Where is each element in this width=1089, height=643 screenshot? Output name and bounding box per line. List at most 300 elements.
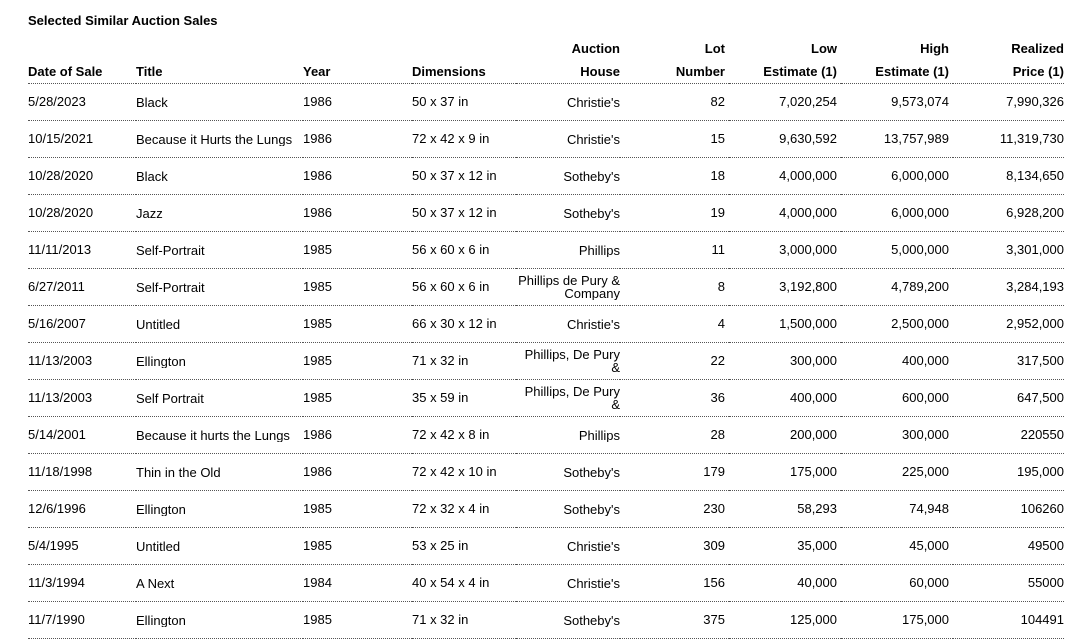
cell-lot-number-text: 22 bbox=[710, 354, 725, 368]
cell-auction-house bbox=[516, 491, 620, 528]
cell-lot-number-text: 19 bbox=[710, 206, 725, 220]
cell-high-estimate bbox=[841, 158, 953, 195]
cell-date-text: 11/7/1990 bbox=[28, 613, 85, 627]
cell-dimensions-text: 53 x 25 in bbox=[412, 539, 469, 553]
cell-auction-house bbox=[516, 343, 620, 380]
cell-lot-number bbox=[620, 491, 729, 528]
cell-auction-house bbox=[516, 417, 620, 454]
cell-title bbox=[136, 343, 303, 380]
cell-lot-number-text: 375 bbox=[703, 613, 725, 627]
cell-realized-price bbox=[953, 343, 1064, 380]
cell-date bbox=[28, 232, 136, 269]
cell-dimensions-text: 66 x 30 x 12 in bbox=[412, 317, 497, 331]
header-high-estimate-line2: Estimate (1) bbox=[875, 64, 949, 79]
cell-dimensions bbox=[412, 84, 516, 121]
cell-high-estimate-text: 60,000 bbox=[909, 576, 949, 590]
cell-high-estimate-text: 175,000 bbox=[902, 613, 949, 627]
cell-high-estimate-text: 600,000 bbox=[902, 391, 949, 405]
cell-dimensions bbox=[412, 158, 516, 195]
cell-high-estimate bbox=[841, 602, 953, 639]
cell-date-text: 12/6/1996 bbox=[28, 502, 86, 516]
cell-low-estimate-text: 58,293 bbox=[797, 502, 837, 516]
cell-realized-price bbox=[953, 232, 1064, 269]
table-row bbox=[28, 269, 1064, 306]
cell-year bbox=[303, 269, 412, 306]
cell-dimensions bbox=[412, 121, 516, 158]
cell-high-estimate bbox=[841, 343, 953, 380]
cell-title-text: A Next bbox=[136, 576, 175, 590]
table-row bbox=[28, 121, 1064, 158]
cell-auction-house bbox=[516, 565, 620, 602]
cell-dimensions bbox=[412, 491, 516, 528]
cell-auction-house-text: Phillips, De Pury & bbox=[524, 348, 620, 374]
cell-high-estimate bbox=[841, 454, 953, 491]
cell-year-text: 1986 bbox=[303, 95, 332, 109]
cell-auction-house-text: Christie's bbox=[566, 317, 620, 331]
cell-year-text: 1985 bbox=[303, 502, 332, 516]
table-row bbox=[28, 491, 1064, 528]
cell-auction-house bbox=[516, 306, 620, 343]
cell-lot-number-text: 28 bbox=[710, 428, 725, 442]
cell-date-text: 6/27/2011 bbox=[28, 280, 85, 294]
cell-title-text: Self-Portrait bbox=[136, 243, 205, 257]
table-header bbox=[28, 37, 1064, 84]
cell-dimensions bbox=[412, 269, 516, 306]
cell-lot-number-text: 11 bbox=[711, 243, 725, 257]
cell-low-estimate-text: 175,000 bbox=[790, 465, 837, 479]
cell-realized-price bbox=[953, 269, 1064, 306]
header-realized-price-line2: Price (1) bbox=[1012, 64, 1064, 79]
table-row bbox=[28, 306, 1064, 343]
cell-title bbox=[136, 380, 303, 417]
cell-title-text: Ellington bbox=[136, 354, 186, 368]
cell-dimensions bbox=[412, 454, 516, 491]
cell-auction-house-text: Phillips bbox=[578, 243, 620, 257]
cell-date-text: 5/28/2023 bbox=[28, 95, 86, 109]
cell-year bbox=[303, 380, 412, 417]
cell-date-text: 11/18/1998 bbox=[28, 465, 93, 479]
cell-lot-number bbox=[620, 306, 729, 343]
cell-dimensions-text: 50 x 37 x 12 in bbox=[412, 169, 497, 183]
cell-title-text: Because it Hurts the Lungs bbox=[136, 132, 293, 146]
cell-low-estimate-text: 9,630,592 bbox=[779, 132, 837, 146]
cell-high-estimate bbox=[841, 121, 953, 158]
cell-low-estimate bbox=[729, 565, 841, 602]
cell-title-text: Black bbox=[136, 169, 168, 183]
header-year: Year bbox=[303, 37, 412, 84]
cell-realized-price-text: 106260 bbox=[1020, 502, 1064, 516]
cell-dimensions bbox=[412, 565, 516, 602]
cell-title bbox=[136, 121, 303, 158]
cell-dimensions-text: 72 x 42 x 10 in bbox=[412, 465, 497, 479]
cell-lot-number-text: 18 bbox=[710, 169, 725, 183]
cell-dimensions-text: 71 x 32 in bbox=[412, 354, 469, 368]
cell-year bbox=[303, 306, 412, 343]
cell-title bbox=[136, 195, 303, 232]
cell-title bbox=[136, 454, 303, 491]
cell-auction-house bbox=[516, 380, 620, 417]
cell-realized-price-text: 647,500 bbox=[1017, 391, 1064, 405]
cell-year-text: 1985 bbox=[303, 613, 332, 627]
cell-dimensions-text: 72 x 42 x 8 in bbox=[412, 428, 490, 442]
cell-low-estimate-text: 7,020,254 bbox=[779, 95, 837, 109]
cell-low-estimate-text: 35,000 bbox=[797, 539, 837, 553]
cell-lot-number bbox=[620, 195, 729, 232]
cell-low-estimate-text: 300,000 bbox=[790, 354, 837, 368]
table-row bbox=[28, 565, 1064, 602]
cell-low-estimate bbox=[729, 232, 841, 269]
table-row bbox=[28, 602, 1064, 639]
cell-title bbox=[136, 232, 303, 269]
cell-realized-price-text: 104491 bbox=[1020, 613, 1064, 627]
table-row bbox=[28, 528, 1064, 565]
table-row bbox=[28, 417, 1064, 454]
cell-auction-house-text: Phillips bbox=[578, 428, 620, 442]
cell-high-estimate-text: 300,000 bbox=[902, 428, 949, 442]
cell-auction-house bbox=[516, 269, 620, 306]
cell-realized-price-text: 7,990,326 bbox=[1006, 95, 1064, 109]
cell-high-estimate-text: 9,573,074 bbox=[891, 95, 949, 109]
header-auction-house-line2: House bbox=[580, 64, 620, 79]
table-row bbox=[28, 232, 1064, 269]
cell-realized-price bbox=[953, 417, 1064, 454]
cell-date bbox=[28, 195, 136, 232]
header-low-estimate-line1: Low bbox=[811, 41, 837, 56]
cell-realized-price bbox=[953, 306, 1064, 343]
cell-low-estimate bbox=[729, 121, 841, 158]
cell-year-text: 1986 bbox=[303, 465, 332, 479]
cell-low-estimate-text: 3,192,800 bbox=[779, 280, 837, 294]
cell-date bbox=[28, 84, 136, 121]
cell-dimensions bbox=[412, 602, 516, 639]
cell-lot-number bbox=[620, 454, 729, 491]
cell-low-estimate bbox=[729, 158, 841, 195]
cell-auction-house-text: Christie's bbox=[566, 132, 620, 146]
cell-auction-house bbox=[516, 454, 620, 491]
cell-year bbox=[303, 454, 412, 491]
cell-dimensions bbox=[412, 528, 516, 565]
cell-auction-house bbox=[516, 84, 620, 121]
cell-lot-number bbox=[620, 528, 729, 565]
cell-realized-price-text: 220550 bbox=[1020, 428, 1064, 442]
cell-year bbox=[303, 565, 412, 602]
cell-year bbox=[303, 232, 412, 269]
cell-realized-price-text: 55000 bbox=[1027, 576, 1064, 590]
cell-date-text: 11/11/2013 bbox=[28, 243, 92, 257]
cell-low-estimate bbox=[729, 306, 841, 343]
cell-year-text: 1985 bbox=[303, 354, 332, 368]
cell-year bbox=[303, 121, 412, 158]
cell-title bbox=[136, 306, 303, 343]
cell-dimensions-text: 50 x 37 in bbox=[412, 95, 469, 109]
cell-auction-house-text: Christie's bbox=[566, 539, 620, 553]
cell-title bbox=[136, 417, 303, 454]
cell-high-estimate bbox=[841, 417, 953, 454]
cell-date-text: 11/13/2003 bbox=[28, 354, 93, 368]
cell-year bbox=[303, 84, 412, 121]
table-row bbox=[28, 84, 1064, 121]
cell-auction-house bbox=[516, 232, 620, 269]
cell-auction-house-text: Christie's bbox=[566, 576, 620, 590]
cell-date-text: 5/4/1995 bbox=[28, 539, 79, 553]
cell-auction-house bbox=[516, 602, 620, 639]
cell-lot-number bbox=[620, 84, 729, 121]
cell-lot-number bbox=[620, 602, 729, 639]
header-lot-number bbox=[620, 37, 729, 84]
cell-high-estimate-text: 4,789,200 bbox=[891, 280, 949, 294]
cell-low-estimate bbox=[729, 195, 841, 232]
cell-auction-house-text: Sotheby's bbox=[563, 206, 620, 220]
cell-auction-house-text: Sotheby's bbox=[563, 613, 620, 627]
cell-title-text: Untitled bbox=[136, 539, 181, 553]
cell-dimensions bbox=[412, 306, 516, 343]
cell-title-text: Self Portrait bbox=[136, 391, 204, 405]
cell-date bbox=[28, 121, 136, 158]
cell-title-text: Ellington bbox=[136, 502, 186, 516]
cell-high-estimate-text: 6,000,000 bbox=[891, 169, 949, 183]
cell-lot-number bbox=[620, 380, 729, 417]
cell-low-estimate-text: 125,000 bbox=[790, 613, 837, 627]
cell-year-text: 1986 bbox=[303, 206, 332, 220]
cell-dimensions bbox=[412, 417, 516, 454]
cell-high-estimate-text: 2,500,000 bbox=[891, 317, 949, 331]
header-realized-price-line1: Realized bbox=[1011, 41, 1064, 56]
cell-low-estimate bbox=[729, 491, 841, 528]
cell-realized-price-text: 2,952,000 bbox=[1006, 317, 1064, 331]
cell-lot-number-text: 15 bbox=[710, 132, 725, 146]
cell-title bbox=[136, 269, 303, 306]
cell-year-text: 1986 bbox=[303, 428, 332, 442]
table-row bbox=[28, 343, 1064, 380]
cell-title bbox=[136, 602, 303, 639]
cell-low-estimate bbox=[729, 454, 841, 491]
cell-year-text: 1986 bbox=[303, 132, 332, 146]
cell-date-text: 5/14/2001 bbox=[28, 428, 86, 442]
cell-dimensions-text: 56 x 60 x 6 in bbox=[412, 243, 490, 257]
cell-high-estimate bbox=[841, 195, 953, 232]
cell-dimensions-text: 56 x 60 x 6 in bbox=[412, 280, 490, 294]
cell-low-estimate bbox=[729, 380, 841, 417]
cell-realized-price bbox=[953, 84, 1064, 121]
cell-date bbox=[28, 269, 136, 306]
cell-low-estimate-text: 3,000,000 bbox=[779, 243, 837, 257]
cell-title-text: Jazz bbox=[136, 206, 163, 220]
cell-date bbox=[28, 380, 136, 417]
cell-year bbox=[303, 491, 412, 528]
cell-dimensions bbox=[412, 343, 516, 380]
header-auction-house bbox=[516, 37, 620, 84]
cell-year bbox=[303, 602, 412, 639]
cell-realized-price bbox=[953, 602, 1064, 639]
cell-high-estimate bbox=[841, 528, 953, 565]
cell-lot-number bbox=[620, 565, 729, 602]
cell-dimensions bbox=[412, 380, 516, 417]
cell-year bbox=[303, 195, 412, 232]
cell-high-estimate bbox=[841, 565, 953, 602]
cell-high-estimate bbox=[841, 491, 953, 528]
table-body bbox=[28, 84, 1064, 639]
cell-high-estimate-text: 225,000 bbox=[902, 465, 949, 479]
cell-title-text: Because it hurts the Lungs bbox=[136, 428, 290, 442]
cell-high-estimate-text: 5,000,000 bbox=[891, 243, 949, 257]
cell-lot-number-text: 156 bbox=[703, 576, 725, 590]
cell-realized-price bbox=[953, 565, 1064, 602]
cell-date bbox=[28, 565, 136, 602]
cell-year bbox=[303, 343, 412, 380]
cell-dimensions-text: 72 x 32 x 4 in bbox=[412, 502, 490, 516]
cell-lot-number bbox=[620, 121, 729, 158]
cell-date bbox=[28, 454, 136, 491]
cell-realized-price bbox=[953, 158, 1064, 195]
cell-lot-number bbox=[620, 417, 729, 454]
cell-date bbox=[28, 306, 136, 343]
cell-year bbox=[303, 158, 412, 195]
cell-date-text: 10/28/2020 bbox=[28, 206, 94, 220]
cell-low-estimate-text: 40,000 bbox=[797, 576, 837, 590]
cell-low-estimate-text: 4,000,000 bbox=[779, 206, 837, 220]
header-high-estimate-line1: High bbox=[920, 41, 949, 56]
cell-dimensions bbox=[412, 195, 516, 232]
cell-high-estimate bbox=[841, 306, 953, 343]
cell-realized-price bbox=[953, 454, 1064, 491]
cell-high-estimate-text: 13,757,989 bbox=[883, 132, 949, 146]
page-title: Selected Similar Auction Sales bbox=[28, 13, 218, 28]
cell-realized-price-text: 195,000 bbox=[1017, 465, 1064, 479]
cell-title bbox=[136, 491, 303, 528]
cell-year-text: 1986 bbox=[303, 169, 332, 183]
cell-year-text: 1985 bbox=[303, 391, 332, 405]
cell-date bbox=[28, 343, 136, 380]
cell-lot-number-text: 82 bbox=[710, 95, 725, 109]
cell-lot-number bbox=[620, 269, 729, 306]
cell-lot-number bbox=[620, 158, 729, 195]
cell-title-text: Black bbox=[136, 95, 168, 109]
cell-date-text: 10/28/2020 bbox=[28, 169, 94, 183]
header-low-estimate-line2: Estimate (1) bbox=[763, 64, 837, 79]
cell-dimensions bbox=[412, 232, 516, 269]
cell-lot-number bbox=[620, 232, 729, 269]
table-row bbox=[28, 195, 1064, 232]
cell-realized-price-text: 49500 bbox=[1027, 539, 1064, 553]
table-row bbox=[28, 380, 1064, 417]
cell-date-text: 10/15/2021 bbox=[28, 132, 94, 146]
cell-low-estimate bbox=[729, 528, 841, 565]
cell-auction-house bbox=[516, 158, 620, 195]
cell-year-text: 1985 bbox=[303, 280, 332, 294]
header-high-estimate bbox=[841, 37, 953, 84]
cell-date-text: 11/13/2003 bbox=[28, 391, 93, 405]
cell-realized-price bbox=[953, 528, 1064, 565]
cell-low-estimate bbox=[729, 417, 841, 454]
cell-dimensions-text: 72 x 42 x 9 in bbox=[412, 132, 490, 146]
cell-realized-price-text: 3,284,193 bbox=[1006, 280, 1064, 294]
cell-low-estimate bbox=[729, 602, 841, 639]
cell-low-estimate-text: 400,000 bbox=[790, 391, 837, 405]
cell-auction-house-text: Sotheby's bbox=[563, 169, 620, 183]
cell-title-text: Thin in the Old bbox=[136, 465, 221, 479]
cell-low-estimate bbox=[729, 84, 841, 121]
cell-auction-house bbox=[516, 528, 620, 565]
cell-date-text: 11/3/1994 bbox=[28, 576, 85, 590]
cell-high-estimate-text: 6,000,000 bbox=[891, 206, 949, 220]
auction-sales-table bbox=[28, 37, 1064, 639]
cell-high-estimate bbox=[841, 269, 953, 306]
cell-date-text: 5/16/2007 bbox=[28, 317, 86, 331]
cell-auction-house-text: Phillips de Pury & Company bbox=[518, 274, 620, 300]
cell-dimensions-text: 50 x 37 x 12 in bbox=[412, 206, 497, 220]
cell-auction-house-text: Sotheby's bbox=[563, 465, 620, 479]
cell-dimensions-text: 40 x 54 x 4 in bbox=[412, 576, 490, 590]
cell-realized-price-text: 3,301,000 bbox=[1006, 243, 1064, 257]
cell-auction-house bbox=[516, 121, 620, 158]
cell-auction-house-text: Phillips, De Pury & bbox=[524, 385, 620, 411]
cell-lot-number-text: 309 bbox=[703, 539, 725, 553]
cell-realized-price bbox=[953, 380, 1064, 417]
header-date-of-sale: Date of Sale bbox=[28, 37, 136, 84]
cell-lot-number-text: 8 bbox=[717, 280, 725, 294]
cell-realized-price-text: 11,319,730 bbox=[999, 132, 1064, 146]
cell-realized-price bbox=[953, 491, 1064, 528]
cell-year-text: 1984 bbox=[303, 576, 332, 590]
table-row bbox=[28, 454, 1064, 491]
cell-date bbox=[28, 602, 136, 639]
cell-auction-house-text: Christie's bbox=[566, 95, 620, 109]
cell-year bbox=[303, 417, 412, 454]
cell-low-estimate bbox=[729, 269, 841, 306]
cell-year-text: 1985 bbox=[303, 243, 332, 257]
cell-high-estimate-text: 400,000 bbox=[902, 354, 949, 368]
header-dimensions: Dimensions bbox=[412, 37, 516, 84]
cell-auction-house-text: Sotheby's bbox=[563, 502, 620, 516]
cell-lot-number-text: 230 bbox=[703, 502, 725, 516]
cell-low-estimate bbox=[729, 343, 841, 380]
cell-date bbox=[28, 491, 136, 528]
cell-realized-price-text: 6,928,200 bbox=[1006, 206, 1064, 220]
cell-realized-price-text: 8,134,650 bbox=[1006, 169, 1064, 183]
cell-high-estimate bbox=[841, 232, 953, 269]
cell-lot-number bbox=[620, 343, 729, 380]
cell-title bbox=[136, 565, 303, 602]
cell-year-text: 1985 bbox=[303, 539, 332, 553]
cell-title bbox=[136, 84, 303, 121]
cell-realized-price bbox=[953, 121, 1064, 158]
header-lot-number-line2: Number bbox=[675, 64, 725, 79]
cell-year bbox=[303, 528, 412, 565]
cell-high-estimate bbox=[841, 84, 953, 121]
cell-auction-house bbox=[516, 195, 620, 232]
cell-low-estimate-text: 1,500,000 bbox=[779, 317, 837, 331]
cell-date bbox=[28, 528, 136, 565]
cell-date bbox=[28, 158, 136, 195]
header-realized-price bbox=[953, 37, 1064, 84]
cell-low-estimate-text: 200,000 bbox=[790, 428, 837, 442]
cell-dimensions-text: 71 x 32 in bbox=[412, 613, 469, 627]
cell-dimensions-text: 35 x 59 in bbox=[412, 391, 469, 405]
cell-lot-number-text: 179 bbox=[703, 465, 725, 479]
table-row bbox=[28, 158, 1064, 195]
cell-title-text: Ellington bbox=[136, 613, 186, 627]
cell-title bbox=[136, 528, 303, 565]
header-lot-number-line1: Lot bbox=[704, 41, 725, 56]
cell-title-text: Untitled bbox=[136, 317, 181, 331]
cell-lot-number-text: 36 bbox=[710, 391, 725, 405]
cell-low-estimate-text: 4,000,000 bbox=[779, 169, 837, 183]
header-title: Title bbox=[136, 37, 303, 84]
cell-lot-number-text: 4 bbox=[717, 317, 725, 331]
header-auction-house-line1: Auction bbox=[571, 41, 620, 56]
cell-high-estimate bbox=[841, 380, 953, 417]
cell-realized-price-text: 317,500 bbox=[1017, 354, 1064, 368]
